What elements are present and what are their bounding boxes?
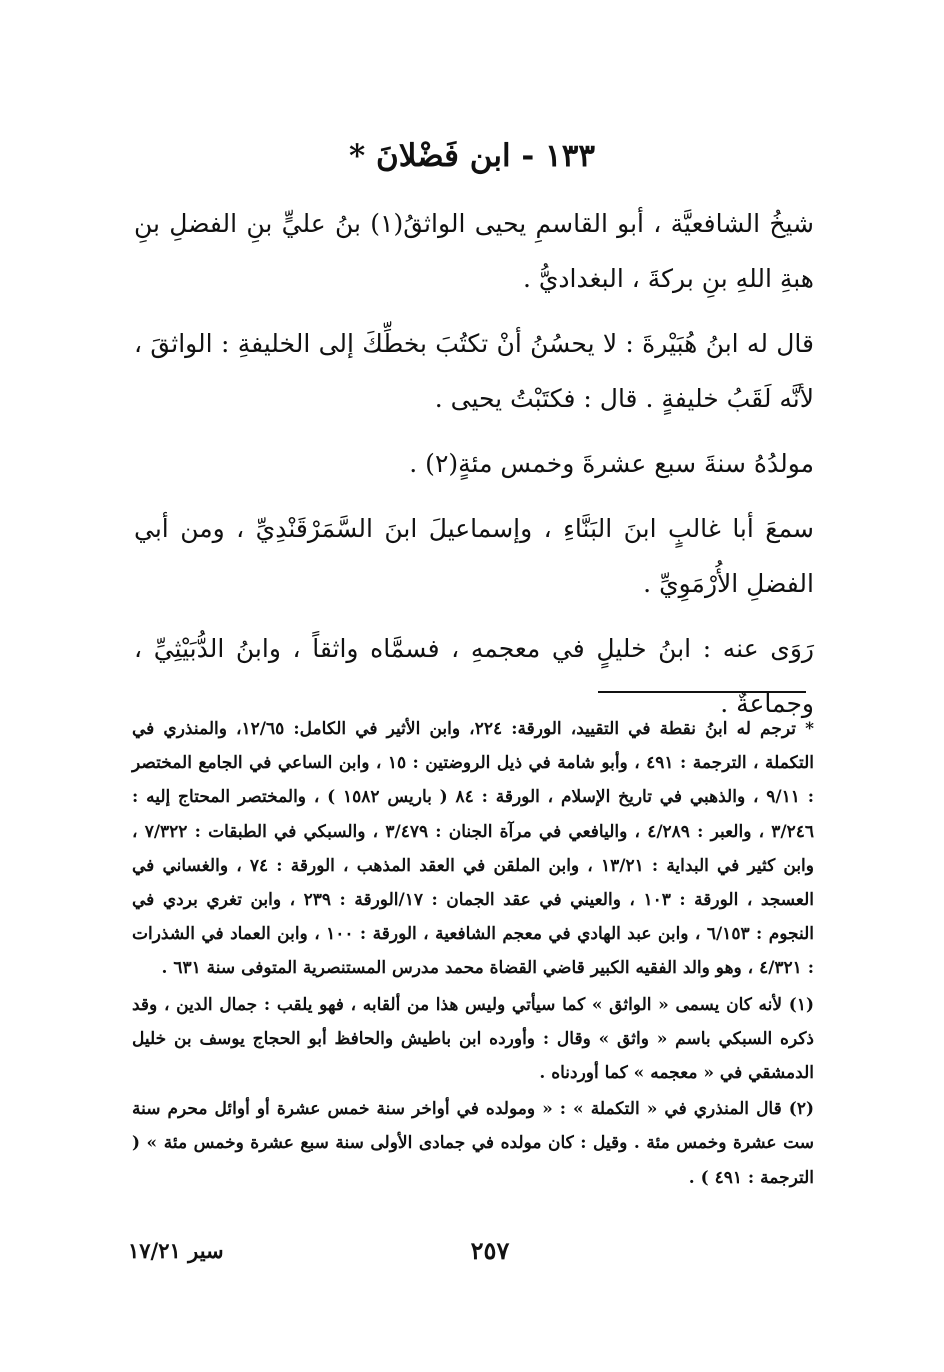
paragraph-teachers: سمعَ أبا غالبٍ ابنَ البَنَّاءِ ، وإسماعيلَ ابنَ السَّمَرْقَنْدِيِّ ، ومن أبي الفضلِ الأُرْمَوِيِّ . [134,514,814,598]
footnotes [132,712,814,1197]
entry-title: ١٣٣ - ابن فَضْلانَ * [348,138,595,174]
footnote-1: (١) لأنه كان يسمى « الواثق » كما سيأتي وليس هذا من ألقابه ، فهو يلقب : جمال الدين ، وقد ذكره السبكي باسم « واثق » وقال : وأورده ابن باطيش والحافظ أبو الحجاج يوسف بن خليل الدمشقي في « معجمه » كما أوردناه . [132,994,814,1084]
footnote-sources: * ترجم له ابنُ نقطة في التقييد، الورقة: ٢٢٤، وابن الأثير في الكامل: ١٢/٦٥، والمنذري في التكملة ، الترجمة : ٤٩١ ، وأبو شامة في ذيل الروضتين : ١٥ ، وابن الساعي في الجامع المختصر : ٩/١١ ، والذهبي في تاريخ الإسلام ، الورقة : ٨٤ ( باريس ١٥٨٢ ) ، والمختصر المحتاج إليه : ٣/٢٤٦ ، والعبر : ٤/٢٨٩ ، واليافعي في مرآة الجنان : ٣/٤٧٩ ، والسبكي في الطبقات : ٧/٣٢٢ ، وابن كثير في البداية : ١٣/٢١ ، وابن الملقن في العقد المذهب ، الورقة : ٧٤ ، والغساني في العسجد ، الورقة : ١٠٣ ، والعيني في عقد الجمان : ١٧/الورقة : ٢٣٩ ، وابن تغري بردي في النجوم : ٦/١٥٣ ، وابن عبد الهادي في معجم الشافعية ، الورقة : ١٠٠ ، وابن العماد في الشذرات : ٤/٣٢١ ، وهو والد الفقيه الكبير قاضي القضاة محمد مدرس المستنصرية المتوفى سنة ٦٣١ . [132,719,815,979]
signature-mark: سير ١٧/٢١ [128,1238,224,1263]
paragraph-birth: مولدُهُ سنةَ سبع عشرةَ وخمس مئةٍ(٢) . [409,449,814,478]
footnote-divider [598,691,806,693]
paragraph-anecdote: قال له ابنُ هُبَيْرةَ : لا يحسُنُ أنْ تكتُبَ بخطِّكَ إلى الخليفةِ : الواثقَ ، لأنَّه لَقَبُ خليفةٍ . قال : فكتَبْتُ يحيى . [134,329,814,413]
paragraph-lineage: شيخُ الشافعيَّة ، أبو القاسمِ يحيى الواثقُ(١) بنُ عليٍّ بنِ الفضلِ بنِ هبةِ اللهِ بنِ بركةَ ، البغداديُّ . [134,209,815,293]
paragraph-students: رَوَى عنه : ابنُ خليلٍ في معجمهِ ، فسمَّاه واثقاً ، وابنُ الدُّبَيْثِيِّ ، وجماعةٌ . [134,634,814,718]
page-number: ٢٥٧ [470,1236,510,1265]
footnote-2: (٢) قال المنذري في « التكملة » : « ومولده في أواخر سنة خمس عشرة أو أوائل محرم سنة ست عشرة وخمس مئة . وقيل : كان مولده في جمادى الأولى سنة سبع عشرة وخمس مئة » ( الترجمة : ٤٩١ ) . [132,1099,814,1188]
main-text [134,196,814,741]
